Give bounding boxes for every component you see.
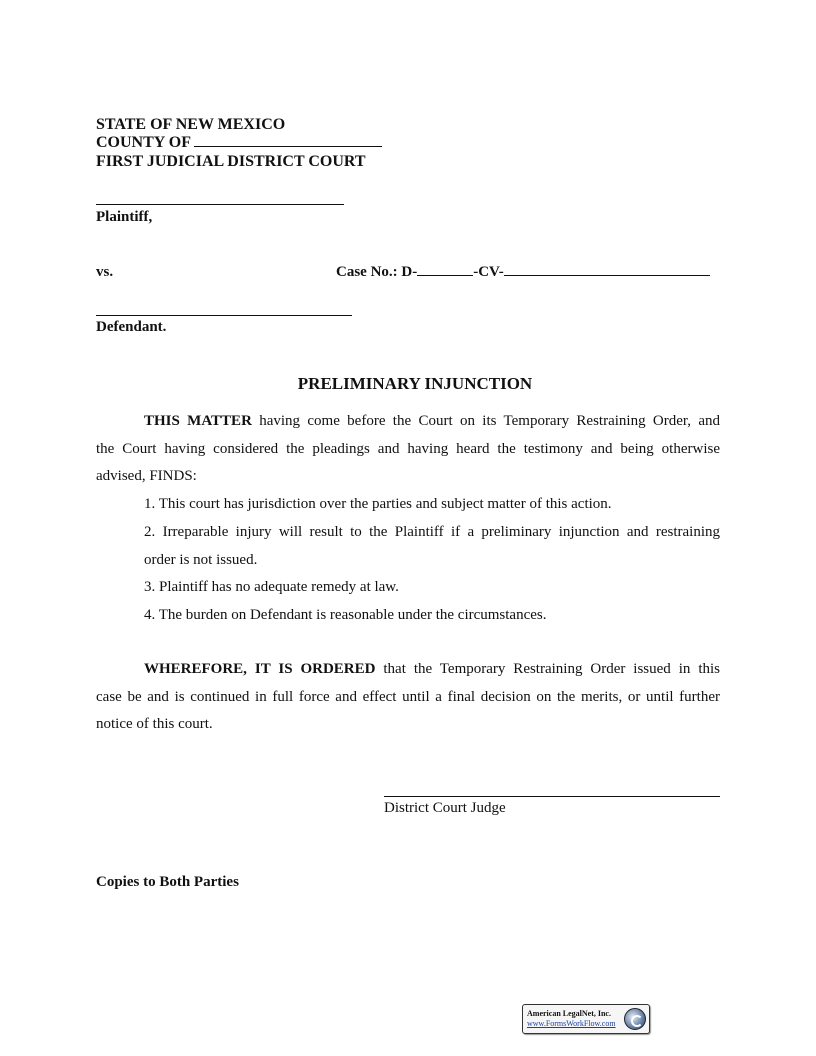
case-number: [336, 264, 710, 281]
county-heading: [96, 134, 382, 152]
plaintiff-name-line[interactable]: [96, 204, 344, 205]
finding-4: 4. The burden on Defendant is reasonable under the circumstances.: [144, 607, 547, 623]
intro-paragraph: [96, 408, 720, 491]
case-cv-blank[interactable]: [504, 274, 710, 276]
badge-company: American LegalNet, Inc.: [527, 1009, 611, 1018]
intro-line-2: the Court having considered the pleadings and having heard the testimony and being otherwise: [96, 440, 720, 457]
defendant-label: Defendant.: [96, 319, 167, 335]
case-d-blank[interactable]: [417, 274, 473, 276]
copies-note: Copies to Both Parties: [96, 874, 239, 890]
intro-line-1: [96, 408, 720, 436]
document-title: PRELIMINARY INJUNCTION: [297, 374, 533, 393]
court-heading: FIRST JUDICIAL DISTRICT COURT: [96, 153, 366, 170]
this-matter-lead: THIS MATTER: [144, 413, 252, 429]
order-line-1: [96, 656, 720, 684]
case-cv-label: -CV-: [473, 264, 504, 280]
defendant-name-line[interactable]: [96, 315, 352, 316]
state-heading: STATE OF NEW MEXICO: [96, 116, 286, 133]
finding-2: [144, 519, 720, 574]
order-line-3: notice of this court.: [96, 716, 213, 733]
case-no-label: Case No.: D-: [336, 264, 418, 280]
county-label: COUNTY OF: [96, 134, 191, 151]
judge-signature-label: District Court Judge: [384, 800, 506, 816]
legalnet-badge[interactable]: [522, 1004, 650, 1034]
vs-label: vs.: [96, 264, 114, 280]
finding-3: 3. Plaintiff has no adequate remedy at law.: [144, 579, 399, 595]
badge-url[interactable]: www.FormsWorkFlow.com: [527, 1019, 616, 1028]
finding-2-line-2: order is not issued.: [144, 551, 258, 568]
plaintiff-label: Plaintiff,: [96, 209, 153, 225]
order-paragraph: [96, 656, 720, 739]
county-blank[interactable]: [194, 145, 382, 147]
legalnet-logo-icon: [624, 1008, 646, 1030]
intro-line-3: advised, FINDS:: [96, 468, 197, 485]
order-line-1-text: that the Temporary Restraining Order issued in this: [375, 661, 720, 677]
judge-signature-line[interactable]: [384, 796, 720, 797]
finding-2-line-1: 2. Irreparable injury will result to the Plaintiff if a preliminary injunction and restraining: [144, 524, 720, 540]
order-line-2: case be and is continued in full force and effect until a final decision on the merits, or until further: [96, 688, 720, 705]
intro-line-1-text: having come before the Court on its Temporary Restraining Order, and: [251, 413, 720, 429]
finding-1: 1. This court has jurisdiction over the parties and subject matter of this action.: [144, 496, 612, 512]
wherefore-lead: WHEREFORE, IT IS ORDERED: [144, 661, 376, 677]
